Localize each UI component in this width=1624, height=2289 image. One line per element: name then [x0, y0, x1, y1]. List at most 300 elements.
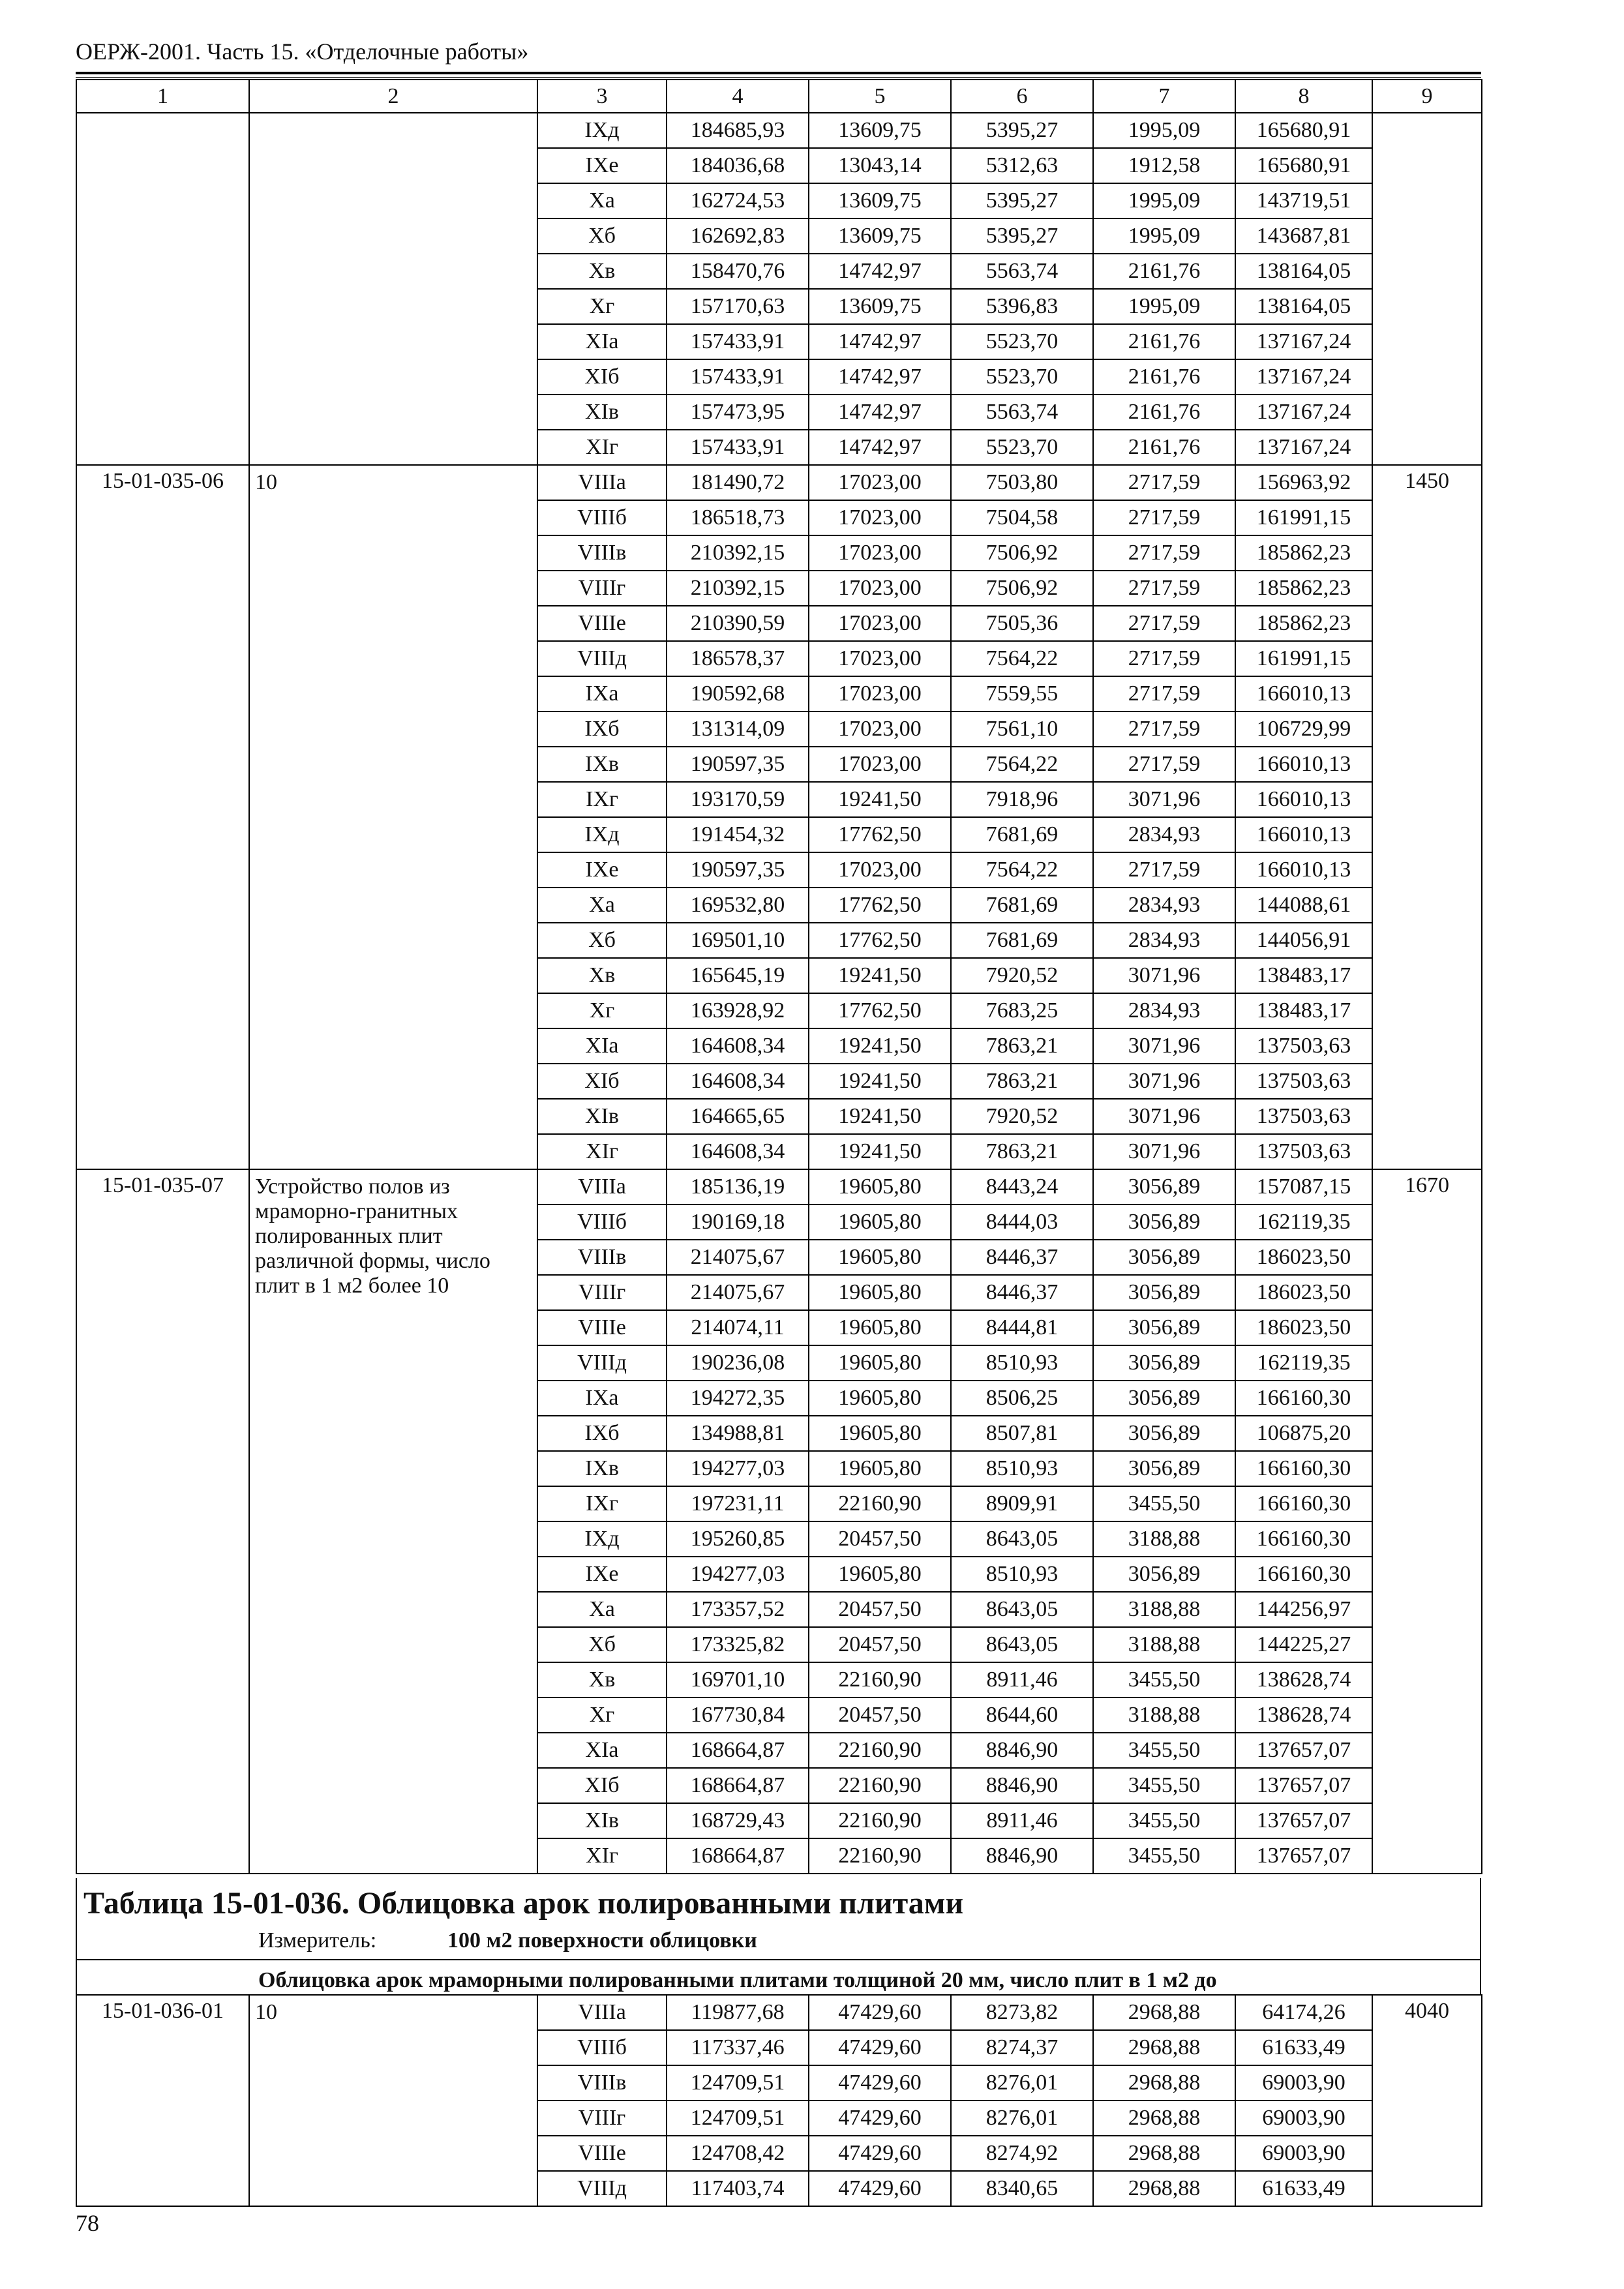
wages: 22160,90: [809, 1803, 951, 1838]
column-number-9: 9: [1372, 80, 1482, 113]
machines-cost: 7683,25: [951, 993, 1093, 1028]
region-zone: XIа: [537, 1733, 667, 1768]
machines-cost: 8846,90: [951, 1733, 1093, 1768]
total-cost: 131314,09: [667, 711, 809, 747]
machines-cost: 8643,05: [951, 1521, 1093, 1557]
wages: 20457,50: [809, 1592, 951, 1627]
wages: 20457,50: [809, 1627, 951, 1662]
region-zone: XIб: [537, 1064, 667, 1099]
machine-operators-wages: 1995,09: [1093, 289, 1235, 324]
materials-cost: 161991,15: [1235, 500, 1372, 535]
machine-operators-wages: 1995,09: [1093, 183, 1235, 218]
table-header-row: [76, 80, 1482, 113]
total-cost: 190169,18: [667, 1204, 809, 1240]
machines-cost: 7561,10: [951, 711, 1093, 747]
wages: 17762,50: [809, 888, 951, 923]
materials-cost: 137503,63: [1235, 1099, 1372, 1134]
region-zone: IXе: [537, 148, 667, 183]
region-zone: IXе: [537, 852, 667, 888]
machine-operators-wages: 2968,88: [1093, 2101, 1235, 2136]
wages: 19241,50: [809, 958, 951, 993]
total-cost: 157473,95: [667, 395, 809, 430]
wages: 17023,00: [809, 606, 951, 641]
wages: 13043,14: [809, 148, 951, 183]
materials-cost: 69003,90: [1235, 2101, 1372, 2136]
table-row: [76, 113, 1482, 148]
wages: 17762,50: [809, 817, 951, 852]
work-description-empty: [249, 113, 537, 465]
machines-cost: 7559,55: [951, 676, 1093, 711]
materials-cost: 106729,99: [1235, 711, 1372, 747]
materials-cost: 144088,61: [1235, 888, 1372, 923]
wages: 13609,75: [809, 218, 951, 254]
machine-operators-wages: 2834,93: [1093, 923, 1235, 958]
machine-operators-wages: 2717,59: [1093, 500, 1235, 535]
machines-cost: 5395,27: [951, 113, 1093, 148]
total-cost: 167730,84: [667, 1698, 809, 1733]
block-15-01-035-05-continued: [76, 113, 1482, 465]
region-zone: VIIIб: [537, 1204, 667, 1240]
materials-cost: 106875,20: [1235, 1416, 1372, 1451]
materials-cost: 185862,23: [1235, 571, 1372, 606]
block-15-01-035-07: [76, 1169, 1482, 1874]
total-cost: 164665,65: [667, 1099, 809, 1134]
region-zone: XIв: [537, 1099, 667, 1134]
materials-cost: 162119,35: [1235, 1204, 1372, 1240]
materials-cost: 166160,30: [1235, 1521, 1372, 1557]
machines-cost: 8510,93: [951, 1345, 1093, 1381]
region-zone: IXг: [537, 782, 667, 817]
rates-table-15-01-036: [76, 1994, 1482, 2207]
wages: 22160,90: [809, 1838, 951, 1874]
materials-cost: 157087,15: [1235, 1169, 1372, 1204]
materials-cost: 166010,13: [1235, 852, 1372, 888]
materials-cost: 137167,24: [1235, 430, 1372, 465]
total-cost: 134988,81: [667, 1416, 809, 1451]
rate-code-empty: [76, 113, 249, 465]
materials-cost: 137657,07: [1235, 1838, 1372, 1874]
total-cost: 210392,15: [667, 535, 809, 571]
total-cost: 117337,46: [667, 2030, 809, 2065]
machine-operators-wages: 2717,59: [1093, 465, 1235, 500]
machines-cost: 8643,05: [951, 1627, 1093, 1662]
rate-code: 15-01-035-06: [76, 465, 249, 1169]
wages: 14742,97: [809, 430, 951, 465]
machines-cost: 7681,69: [951, 888, 1093, 923]
machine-operators-wages: 3056,89: [1093, 1310, 1235, 1345]
materials-cost: 137167,24: [1235, 359, 1372, 395]
wages: 47429,60: [809, 1995, 951, 2030]
total-cost: 119877,68: [667, 1995, 809, 2030]
block-15-01-036-01: [76, 1995, 1482, 2206]
machine-operators-wages: 3188,88: [1093, 1521, 1235, 1557]
materials-cost: 156963,92: [1235, 465, 1372, 500]
machines-cost: 8444,03: [951, 1204, 1093, 1240]
wages: 19241,50: [809, 782, 951, 817]
machine-operators-wages: 2717,59: [1093, 711, 1235, 747]
wages: 20457,50: [809, 1698, 951, 1733]
materials-cost: 144056,91: [1235, 923, 1372, 958]
total-cost: 157433,91: [667, 359, 809, 395]
region-zone: VIIIв: [537, 1240, 667, 1275]
machines-cost: 8506,25: [951, 1381, 1093, 1416]
wages: 17023,00: [809, 711, 951, 747]
block-15-01-035-06: [76, 465, 1482, 1169]
machine-operators-wages: 3455,50: [1093, 1803, 1235, 1838]
total-cost: 194272,35: [667, 1381, 809, 1416]
meter-value: 100 м2 поверхности облицовки: [447, 1928, 757, 1952]
wages: 19605,80: [809, 1451, 951, 1486]
machine-operators-wages: 3455,50: [1093, 1486, 1235, 1521]
machines-cost: 7681,69: [951, 817, 1093, 852]
materials-cost: 137503,63: [1235, 1064, 1372, 1099]
region-zone: Xв: [537, 958, 667, 993]
region-zone: IXб: [537, 711, 667, 747]
materials-cost: 144256,97: [1235, 1592, 1372, 1627]
machines-cost: 8274,92: [951, 2136, 1093, 2171]
wages: 19241,50: [809, 1064, 951, 1099]
region-zone: Xб: [537, 218, 667, 254]
rate-code: 15-01-036-01: [76, 1995, 249, 2206]
machine-operators-wages: 3455,50: [1093, 1838, 1235, 1874]
column-header-row: [76, 80, 1482, 113]
wages: 19605,80: [809, 1557, 951, 1592]
region-zone: IXг: [537, 1486, 667, 1521]
region-zone: VIIIб: [537, 2030, 667, 2065]
machine-operators-wages: 3188,88: [1093, 1592, 1235, 1627]
column-number-4: 4: [667, 80, 809, 113]
total-cost: 165645,19: [667, 958, 809, 993]
wages: 47429,60: [809, 2101, 951, 2136]
machine-operators-wages: 3056,89: [1093, 1381, 1235, 1416]
materials-cost: 161991,15: [1235, 641, 1372, 676]
wages: 13609,75: [809, 183, 951, 218]
region-zone: Xб: [537, 1627, 667, 1662]
total-cost: 173357,52: [667, 1592, 809, 1627]
region-zone: Xа: [537, 183, 667, 218]
total-cost: 195260,85: [667, 1521, 809, 1557]
machine-operators-wages: 2968,88: [1093, 2171, 1235, 2206]
region-zone: VIIIа: [537, 465, 667, 500]
machine-operators-wages: 1995,09: [1093, 218, 1235, 254]
region-zone: Xг: [537, 289, 667, 324]
column-number-3: 3: [537, 80, 667, 113]
machine-operators-wages: 3071,96: [1093, 1028, 1235, 1064]
machine-operators-wages: 2834,93: [1093, 993, 1235, 1028]
machine-operators-wages: 2717,59: [1093, 606, 1235, 641]
materials-cost: 166010,13: [1235, 676, 1372, 711]
labor-hours: 1670: [1372, 1169, 1482, 1874]
table2-title: Таблица 15-01-036. Облицовка арок полированными плитами: [83, 1886, 964, 1921]
region-zone: VIIIб: [537, 500, 667, 535]
region-zone: IXа: [537, 676, 667, 711]
materials-cost: 186023,50: [1235, 1275, 1372, 1310]
total-cost: 117403,74: [667, 2171, 809, 2206]
machine-operators-wages: 3056,89: [1093, 1240, 1235, 1275]
machine-operators-wages: 3056,89: [1093, 1275, 1235, 1310]
wages: 19605,80: [809, 1204, 951, 1240]
machine-operators-wages: 3071,96: [1093, 1099, 1235, 1134]
materials-cost: 166160,30: [1235, 1557, 1372, 1592]
region-zone: IXд: [537, 113, 667, 148]
materials-cost: 165680,91: [1235, 148, 1372, 183]
wages: 14742,97: [809, 254, 951, 289]
materials-cost: 138164,05: [1235, 254, 1372, 289]
total-cost: 124708,42: [667, 2136, 809, 2171]
total-cost: 162692,83: [667, 218, 809, 254]
wages: 19605,80: [809, 1381, 951, 1416]
materials-cost: 144225,27: [1235, 1627, 1372, 1662]
machine-operators-wages: 3056,89: [1093, 1416, 1235, 1451]
total-cost: 184036,68: [667, 148, 809, 183]
machines-cost: 8846,90: [951, 1838, 1093, 1874]
total-cost: 163928,92: [667, 993, 809, 1028]
total-cost: 164608,34: [667, 1134, 809, 1169]
wages: 13609,75: [809, 289, 951, 324]
materials-cost: 165680,91: [1235, 113, 1372, 148]
wages: 17023,00: [809, 747, 951, 782]
machines-cost: 8274,37: [951, 2030, 1093, 2065]
total-cost: 124709,51: [667, 2101, 809, 2136]
table2-subtitle: Облицовка арок мраморными полированными плитами толщиной 20 мм, число плит в 1 м2 до: [258, 1968, 1217, 1992]
wages: 19241,50: [809, 1099, 951, 1134]
wages: 22160,90: [809, 1733, 951, 1768]
machine-operators-wages: 2968,88: [1093, 1995, 1235, 2030]
machines-cost: 8276,01: [951, 2065, 1093, 2101]
wages: 19605,80: [809, 1169, 951, 1204]
machines-cost: 5395,27: [951, 183, 1093, 218]
wages: 17023,00: [809, 641, 951, 676]
column-number-7: 7: [1093, 80, 1235, 113]
meter-label: Измеритель:: [258, 1928, 377, 1952]
wages: 17023,00: [809, 535, 951, 571]
table-row: [76, 1995, 1482, 2030]
work-description: 10: [249, 1995, 537, 2206]
wages: 20457,50: [809, 1521, 951, 1557]
total-cost: 162724,53: [667, 183, 809, 218]
wages: 19605,80: [809, 1416, 951, 1451]
region-zone: VIIIг: [537, 2101, 667, 2136]
machines-cost: 7681,69: [951, 923, 1093, 958]
region-zone: XIв: [537, 395, 667, 430]
machines-cost: 8340,65: [951, 2171, 1093, 2206]
total-cost: 190597,35: [667, 852, 809, 888]
region-zone: XIг: [537, 1838, 667, 1874]
machine-operators-wages: 3071,96: [1093, 1064, 1235, 1099]
materials-cost: 69003,90: [1235, 2065, 1372, 2101]
materials-cost: 138164,05: [1235, 289, 1372, 324]
machine-operators-wages: 3056,89: [1093, 1557, 1235, 1592]
total-cost: 168664,87: [667, 1838, 809, 1874]
region-zone: VIIIд: [537, 2171, 667, 2206]
work-description: Устройство полов из мраморно-гранитных полированных плит различной формы, число плит в 1 м2 более 10: [249, 1169, 537, 1874]
page-header: ОЕРЖ-2001. Часть 15. «Отделочные работы»: [76, 38, 529, 65]
total-cost: 194277,03: [667, 1451, 809, 1486]
column-number-2: 2: [249, 80, 537, 113]
region-zone: XIв: [537, 1803, 667, 1838]
region-zone: VIIIг: [537, 571, 667, 606]
machines-cost: 8909,91: [951, 1486, 1093, 1521]
total-cost: 158470,76: [667, 254, 809, 289]
machine-operators-wages: 2834,93: [1093, 888, 1235, 923]
region-zone: Xг: [537, 993, 667, 1028]
machines-cost: 8643,05: [951, 1592, 1093, 1627]
materials-cost: 64174,26: [1235, 1995, 1372, 2030]
machine-operators-wages: 3071,96: [1093, 782, 1235, 817]
machine-operators-wages: 2161,76: [1093, 324, 1235, 359]
region-zone: XIа: [537, 324, 667, 359]
machine-operators-wages: 3056,89: [1093, 1204, 1235, 1240]
region-zone: Xа: [537, 888, 667, 923]
region-zone: VIIIе: [537, 606, 667, 641]
total-cost: 164608,34: [667, 1028, 809, 1064]
machines-cost: 5523,70: [951, 430, 1093, 465]
machines-cost: 8273,82: [951, 1995, 1093, 2030]
total-cost: 124709,51: [667, 2065, 809, 2101]
wages: 47429,60: [809, 2136, 951, 2171]
machines-cost: 5312,63: [951, 148, 1093, 183]
machine-operators-wages: 3056,89: [1093, 1345, 1235, 1381]
wages: 17023,00: [809, 852, 951, 888]
wages: 47429,60: [809, 2030, 951, 2065]
region-zone: IXе: [537, 1557, 667, 1592]
region-zone: XIг: [537, 430, 667, 465]
region-zone: IXд: [537, 1521, 667, 1557]
materials-cost: 137503,63: [1235, 1134, 1372, 1169]
wages: 19241,50: [809, 1134, 951, 1169]
wages: 17023,00: [809, 465, 951, 500]
wages: 22160,90: [809, 1486, 951, 1521]
region-zone: VIIIв: [537, 535, 667, 571]
total-cost: 190597,35: [667, 747, 809, 782]
wages: 17023,00: [809, 571, 951, 606]
materials-cost: 185862,23: [1235, 535, 1372, 571]
machines-cost: 8276,01: [951, 2101, 1093, 2136]
machine-operators-wages: 2834,93: [1093, 817, 1235, 852]
wages: 17762,50: [809, 923, 951, 958]
header-rule-thin: [76, 77, 1481, 78]
machines-cost: 7506,92: [951, 535, 1093, 571]
region-zone: VIIIд: [537, 641, 667, 676]
total-cost: 157170,63: [667, 289, 809, 324]
total-cost: 184685,93: [667, 113, 809, 148]
machines-cost: 5563,74: [951, 254, 1093, 289]
machine-operators-wages: 1912,58: [1093, 148, 1235, 183]
machines-cost: 7920,52: [951, 958, 1093, 993]
region-zone: IXв: [537, 747, 667, 782]
wages: 17762,50: [809, 993, 951, 1028]
work-description: 10: [249, 465, 537, 1169]
machines-cost: 7863,21: [951, 1134, 1093, 1169]
machines-cost: 5396,83: [951, 289, 1093, 324]
materials-cost: 137167,24: [1235, 324, 1372, 359]
materials-cost: 61633,49: [1235, 2171, 1372, 2206]
machine-operators-wages: 2161,76: [1093, 395, 1235, 430]
total-cost: 197231,11: [667, 1486, 809, 1521]
materials-cost: 138483,17: [1235, 958, 1372, 993]
region-zone: IXд: [537, 817, 667, 852]
machines-cost: 5523,70: [951, 359, 1093, 395]
total-cost: 168729,43: [667, 1803, 809, 1838]
machines-cost: 8911,46: [951, 1662, 1093, 1698]
machines-cost: 7503,80: [951, 465, 1093, 500]
column-number-1: 1: [76, 80, 249, 113]
machines-cost: 7863,21: [951, 1028, 1093, 1064]
machines-cost: 8911,46: [951, 1803, 1093, 1838]
materials-cost: 137657,07: [1235, 1733, 1372, 1768]
materials-cost: 186023,50: [1235, 1310, 1372, 1345]
total-cost: 210390,59: [667, 606, 809, 641]
region-zone: VIIIе: [537, 1310, 667, 1345]
column-number-8: 8: [1235, 80, 1372, 113]
machine-operators-wages: 2717,59: [1093, 747, 1235, 782]
machine-operators-wages: 3056,89: [1093, 1451, 1235, 1486]
machine-operators-wages: 2717,59: [1093, 676, 1235, 711]
region-zone: IXб: [537, 1416, 667, 1451]
materials-cost: 137167,24: [1235, 395, 1372, 430]
region-zone: VIIIд: [537, 1345, 667, 1381]
materials-cost: 166160,30: [1235, 1486, 1372, 1521]
labor-hours: 1450: [1372, 465, 1482, 1169]
region-zone: Xв: [537, 1662, 667, 1698]
machine-operators-wages: 3071,96: [1093, 1134, 1235, 1169]
total-cost: 169501,10: [667, 923, 809, 958]
total-cost: 181490,72: [667, 465, 809, 500]
machines-cost: 8507,81: [951, 1416, 1093, 1451]
total-cost: 185136,19: [667, 1169, 809, 1204]
machine-operators-wages: 2161,76: [1093, 254, 1235, 289]
wages: 19605,80: [809, 1275, 951, 1310]
machine-operators-wages: 2717,59: [1093, 535, 1235, 571]
total-cost: 214074,11: [667, 1310, 809, 1345]
column-number-5: 5: [809, 80, 951, 113]
machine-operators-wages: 3455,50: [1093, 1733, 1235, 1768]
wages: 22160,90: [809, 1662, 951, 1698]
materials-cost: 137657,07: [1235, 1768, 1372, 1803]
machine-operators-wages: 2968,88: [1093, 2030, 1235, 2065]
rate-code: 15-01-035-07: [76, 1169, 249, 1874]
materials-cost: 166010,13: [1235, 747, 1372, 782]
region-zone: Xб: [537, 923, 667, 958]
machines-cost: 7863,21: [951, 1064, 1093, 1099]
region-zone: VIIIв: [537, 2065, 667, 2101]
machines-cost: 5563,74: [951, 395, 1093, 430]
materials-cost: 138628,74: [1235, 1698, 1372, 1733]
total-cost: 193170,59: [667, 782, 809, 817]
machines-cost: 5523,70: [951, 324, 1093, 359]
wages: 14742,97: [809, 324, 951, 359]
machines-cost: 5395,27: [951, 218, 1093, 254]
region-zone: Xа: [537, 1592, 667, 1627]
machines-cost: 8444,81: [951, 1310, 1093, 1345]
machines-cost: 7564,22: [951, 747, 1093, 782]
machines-cost: 8446,37: [951, 1240, 1093, 1275]
machines-cost: 7504,58: [951, 500, 1093, 535]
machines-cost: 8446,37: [951, 1275, 1093, 1310]
machine-operators-wages: 2968,88: [1093, 2065, 1235, 2101]
total-cost: 168664,87: [667, 1733, 809, 1768]
machines-cost: 8443,24: [951, 1169, 1093, 1204]
materials-cost: 166010,13: [1235, 782, 1372, 817]
machine-operators-wages: 2968,88: [1093, 2136, 1235, 2171]
region-zone: Xв: [537, 254, 667, 289]
materials-cost: 166160,30: [1235, 1381, 1372, 1416]
total-cost: 191454,32: [667, 817, 809, 852]
machine-operators-wages: 2161,76: [1093, 430, 1235, 465]
region-zone: VIIIг: [537, 1275, 667, 1310]
machine-operators-wages: 1995,09: [1093, 113, 1235, 148]
materials-cost: 185862,23: [1235, 606, 1372, 641]
